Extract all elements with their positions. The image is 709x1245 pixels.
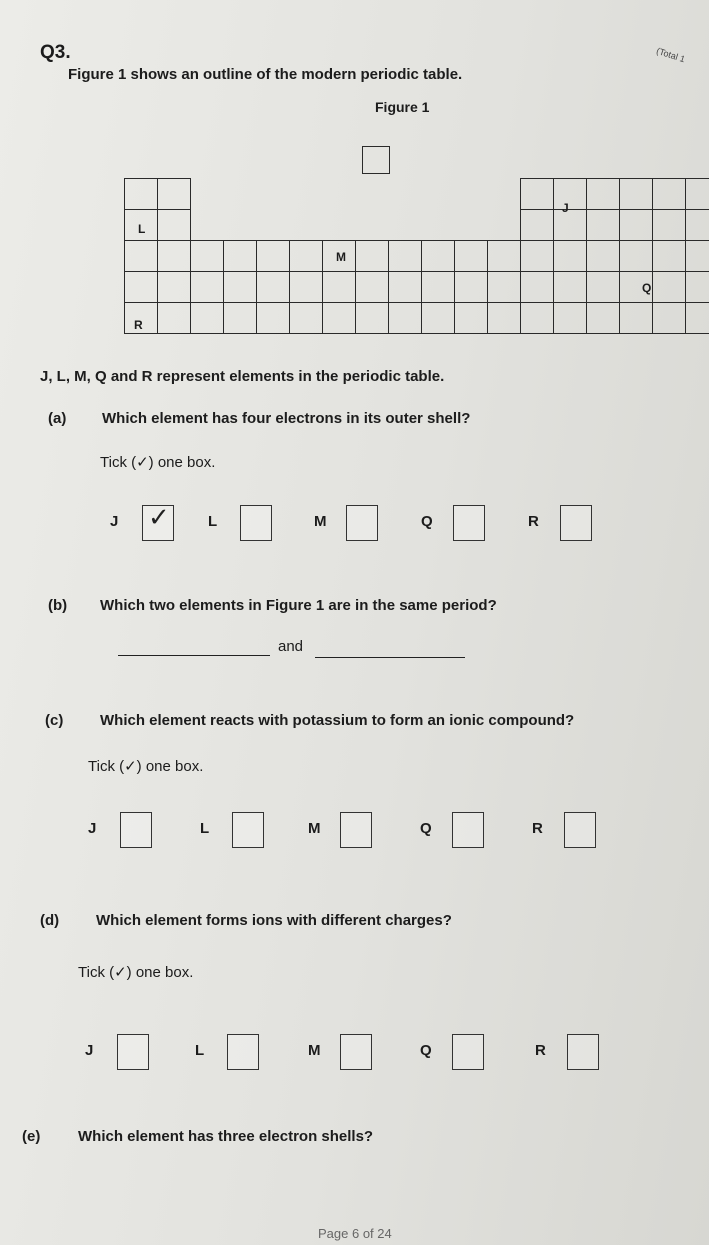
part-d-checkbox-l[interactable] bbox=[227, 1034, 259, 1070]
part-c-instruction: Tick (✓) one box. bbox=[88, 758, 204, 775]
part-d-option-label-l: L bbox=[195, 1042, 205, 1059]
table-cell bbox=[652, 178, 686, 210]
table-cell bbox=[454, 240, 488, 272]
table-cell bbox=[223, 271, 257, 303]
part-c-option-label-m: M bbox=[308, 820, 321, 837]
question-number: Q3. bbox=[40, 42, 71, 63]
and-word: and bbox=[278, 638, 304, 655]
table-cell bbox=[388, 271, 422, 303]
part-c-label: (c) bbox=[45, 712, 64, 729]
table-cell bbox=[322, 271, 356, 303]
element-label-m: M bbox=[336, 250, 346, 264]
table-cell bbox=[652, 302, 686, 334]
part-c-option-label-l: L bbox=[200, 820, 210, 837]
table-cell bbox=[553, 271, 587, 303]
part-d-checkbox-q[interactable] bbox=[452, 1034, 484, 1070]
table-cell bbox=[190, 240, 224, 272]
table-cell bbox=[520, 302, 554, 334]
table-cell bbox=[619, 302, 653, 334]
table-cell bbox=[190, 271, 224, 303]
part-c-option-label-j: J bbox=[88, 820, 97, 837]
page-footer: Page 6 of 24 bbox=[318, 1226, 392, 1241]
table-cell bbox=[685, 240, 709, 272]
part-c-checkbox-l[interactable] bbox=[232, 812, 264, 848]
table-cell bbox=[652, 209, 686, 241]
table-cell bbox=[223, 302, 257, 334]
part-d-checkbox-j[interactable] bbox=[117, 1034, 149, 1070]
table-cell bbox=[388, 302, 422, 334]
table-cell bbox=[289, 240, 323, 272]
table-cell bbox=[553, 209, 587, 241]
part-a-label: (a) bbox=[48, 410, 67, 427]
part-c-checkbox-q[interactable] bbox=[452, 812, 484, 848]
part-a-checkbox-l[interactable] bbox=[240, 505, 272, 541]
table-cell bbox=[157, 178, 191, 210]
table-cell bbox=[421, 302, 455, 334]
table-cell bbox=[124, 240, 158, 272]
table-cell bbox=[256, 240, 290, 272]
table-cell bbox=[487, 240, 521, 272]
part-a-option-label-l: L bbox=[208, 513, 218, 530]
part-b-label: (b) bbox=[48, 597, 68, 614]
table-cell bbox=[157, 209, 191, 241]
table-cell bbox=[421, 271, 455, 303]
table-cell bbox=[256, 271, 290, 303]
part-c-question: Which element reacts with potassium to form an ionic compound? bbox=[100, 712, 575, 729]
table-cell bbox=[289, 271, 323, 303]
part-a-option-label-r: R bbox=[528, 513, 539, 530]
table-cell bbox=[256, 302, 290, 334]
part-c-checkbox-m[interactable] bbox=[340, 812, 372, 848]
table-cell bbox=[421, 240, 455, 272]
hydrogen-box bbox=[362, 146, 390, 174]
table-cell bbox=[388, 240, 422, 272]
table-cell bbox=[487, 271, 521, 303]
table-cell bbox=[553, 302, 587, 334]
part-c-checkbox-r[interactable] bbox=[564, 812, 596, 848]
figure-title: Figure 1 bbox=[375, 99, 430, 115]
part-a-instruction: Tick (✓) one box. bbox=[100, 454, 216, 471]
part-e-label: (e) bbox=[22, 1128, 41, 1145]
part-a-option-label-j: J bbox=[110, 513, 119, 530]
part-a-checkbox-q[interactable] bbox=[453, 505, 485, 541]
part-d-instruction: Tick (✓) one box. bbox=[78, 964, 194, 981]
table-cell bbox=[685, 271, 709, 303]
part-d-option-label-q: Q bbox=[420, 1042, 432, 1059]
part-b-question: Which two elements in Figure 1 are in the same period? bbox=[100, 597, 497, 614]
part-a-option-label-m: M bbox=[314, 513, 327, 530]
table-cell bbox=[619, 178, 653, 210]
part-e-question: Which element has three electron shells? bbox=[78, 1128, 374, 1145]
table-cell bbox=[322, 302, 356, 334]
table-cell bbox=[586, 209, 620, 241]
answer-blank-1[interactable] bbox=[118, 655, 270, 656]
figure-caption: J, L, M, Q and R represent elements in the periodic table. bbox=[40, 368, 445, 385]
element-label-q: Q bbox=[642, 281, 652, 295]
table-cell bbox=[157, 271, 191, 303]
table-cell bbox=[553, 240, 587, 272]
table-cell bbox=[157, 302, 191, 334]
table-cell bbox=[553, 178, 587, 210]
table-cell bbox=[355, 302, 389, 334]
table-cell bbox=[157, 240, 191, 272]
answer-blank-2[interactable] bbox=[315, 657, 465, 658]
intro-text: Figure 1 shows an outline of the modern periodic table. bbox=[68, 66, 463, 83]
table-cell bbox=[520, 209, 554, 241]
table-cell bbox=[586, 271, 620, 303]
part-a-question: Which element has four electrons in its outer shell? bbox=[102, 410, 471, 427]
table-cell bbox=[124, 271, 158, 303]
part-d-option-label-r: R bbox=[535, 1042, 546, 1059]
table-cell bbox=[685, 302, 709, 334]
part-a-checkbox-m[interactable] bbox=[346, 505, 378, 541]
part-d-checkbox-r[interactable] bbox=[567, 1034, 599, 1070]
part-c-option-label-r: R bbox=[532, 820, 543, 837]
table-cell bbox=[586, 302, 620, 334]
table-cell bbox=[520, 240, 554, 272]
marks-note: (Total 1 bbox=[655, 45, 687, 65]
table-cell bbox=[487, 302, 521, 334]
table-cell bbox=[355, 240, 389, 272]
table-cell bbox=[454, 302, 488, 334]
part-d-option-label-j: J bbox=[85, 1042, 94, 1059]
table-cell bbox=[652, 271, 686, 303]
part-d-option-label-m: M bbox=[308, 1042, 321, 1059]
table-cell bbox=[289, 302, 323, 334]
table-cell bbox=[223, 240, 257, 272]
table-cell bbox=[520, 271, 554, 303]
tick-mark-icon: ✓ bbox=[148, 503, 170, 533]
element-label-j: J bbox=[562, 201, 569, 215]
table-cell bbox=[586, 240, 620, 272]
part-d-label: (d) bbox=[40, 912, 60, 929]
table-cell bbox=[685, 178, 709, 210]
part-c-checkbox-j[interactable] bbox=[120, 812, 152, 848]
table-cell bbox=[520, 178, 554, 210]
table-cell bbox=[586, 178, 620, 210]
element-label-l: L bbox=[138, 222, 146, 236]
table-cell bbox=[619, 240, 653, 272]
table-cell bbox=[454, 271, 488, 303]
part-d-checkbox-m[interactable] bbox=[340, 1034, 372, 1070]
part-c-option-label-q: Q bbox=[420, 820, 432, 837]
table-cell bbox=[652, 240, 686, 272]
table-cell bbox=[355, 271, 389, 303]
table-cell bbox=[124, 178, 158, 210]
element-label-r: R bbox=[134, 318, 143, 332]
table-cell bbox=[685, 209, 709, 241]
part-d-question: Which element forms ions with different charges? bbox=[96, 912, 452, 929]
table-cell bbox=[619, 209, 653, 241]
part-a-option-label-q: Q bbox=[421, 513, 433, 530]
part-a-checkbox-r[interactable] bbox=[560, 505, 592, 541]
table-cell bbox=[190, 302, 224, 334]
